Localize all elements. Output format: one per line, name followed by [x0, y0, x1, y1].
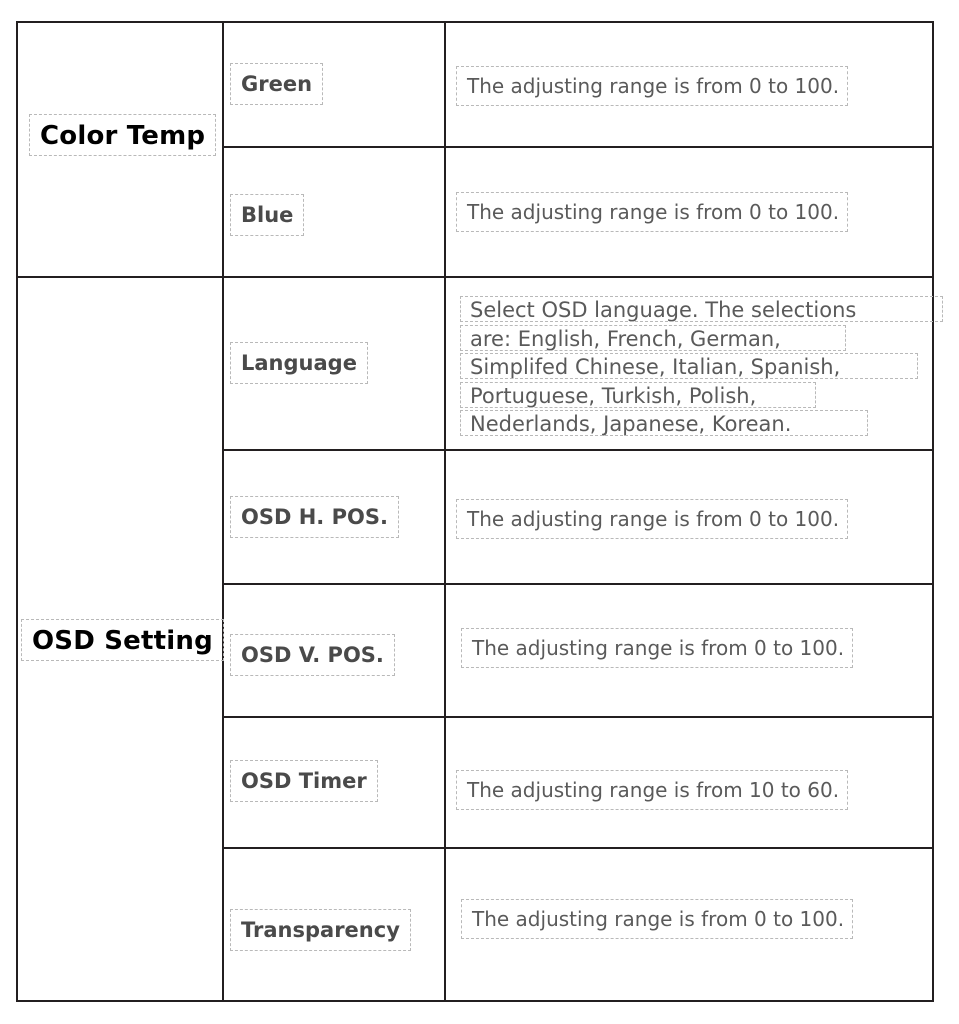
description-line: Nederlands, Japanese, Korean. — [460, 410, 856, 439]
row-divider — [222, 449, 934, 451]
row-divider — [222, 146, 934, 148]
item-label-blue: Blue — [230, 194, 304, 236]
item-label-transparency: Transparency — [230, 909, 411, 951]
item-description-blue: The adjusting range is from 0 to 100. — [456, 192, 848, 232]
description-line: are: English, French, German, — [460, 325, 856, 354]
column-divider-1 — [222, 21, 224, 1002]
item-description-osd-v-pos: The adjusting range is from 0 to 100. — [461, 628, 853, 668]
row-divider — [222, 716, 934, 718]
item-label-osd-h-pos: OSD H. POS. — [230, 496, 399, 538]
description-line: Select OSD language. The selections — [460, 296, 856, 325]
description-line: Simplifed Chinese, Italian, Spanish, — [460, 353, 856, 382]
item-label-osd-timer: OSD Timer — [230, 760, 378, 802]
description-line: Portuguese, Turkish, Polish, — [460, 382, 856, 411]
item-description-language — [460, 296, 856, 439]
row-divider — [222, 583, 934, 585]
item-label-language: Language — [230, 342, 368, 384]
column-divider-2 — [444, 21, 446, 1002]
item-description-green: The adjusting range is from 0 to 100. — [456, 66, 848, 106]
category-color-temp: Color Temp — [29, 114, 216, 156]
item-description-osd-h-pos: The adjusting range is from 0 to 100. — [456, 499, 848, 539]
item-description-transparency: The adjusting range is from 0 to 100. — [461, 899, 853, 939]
category-osd-setting: OSD Setting — [21, 619, 224, 661]
item-label-green: Green — [230, 63, 323, 105]
item-description-osd-timer: The adjusting range is from 10 to 60. — [456, 770, 848, 810]
item-label-osd-v-pos: OSD V. POS. — [230, 634, 395, 676]
row-divider — [222, 847, 934, 849]
section-divider — [16, 276, 934, 278]
